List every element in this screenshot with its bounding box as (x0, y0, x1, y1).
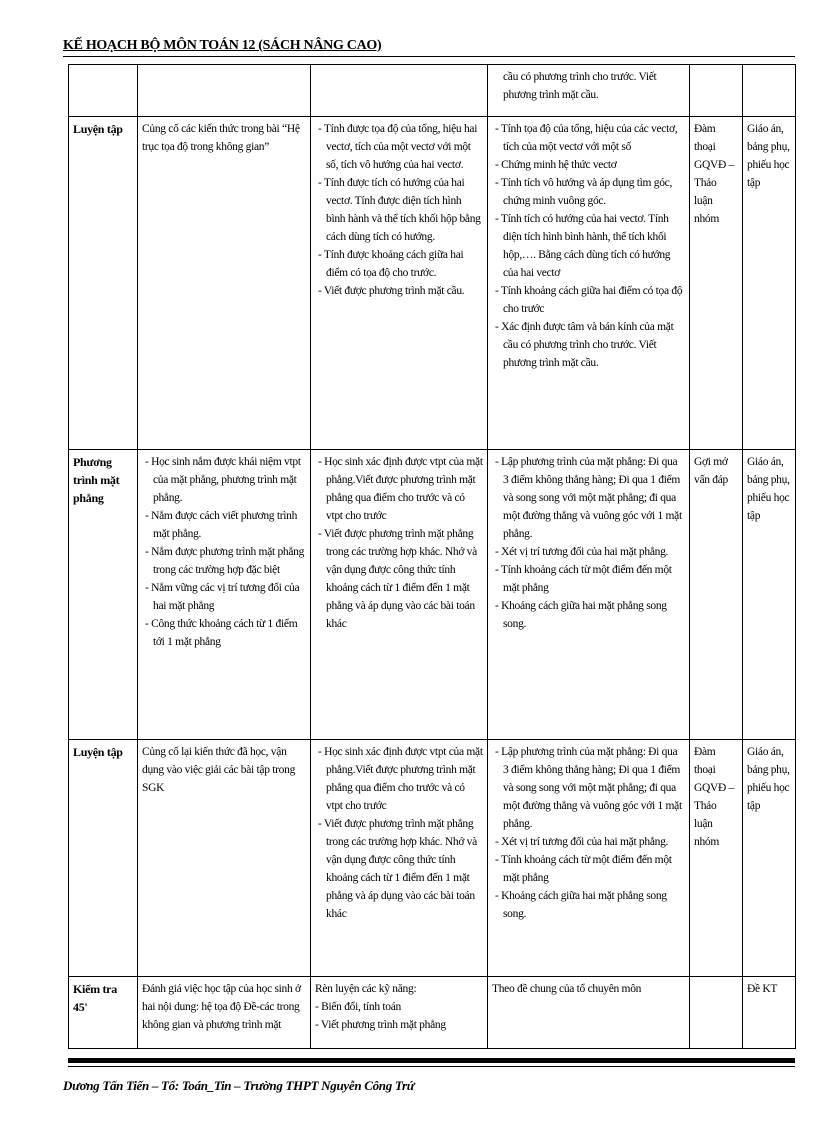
content-line: - Tính tích có hướng của hai vectơ. Tính diện tích hình bình hành, thể tích khối hộp,…. Bằng cách dùng tích có hướng của hai vectơ (495, 213, 671, 279)
content-line: - Xét vị trí tương đối của hai mặt phẳng. (495, 546, 669, 558)
skill-line: - Học sinh xác định được vtpt của mặt phẳng.Viết được phương trình mặt phẳng qua điểm cho trước và có vtpt cho trước (318, 456, 483, 522)
method-cell (690, 65, 743, 117)
skill-line: - Học sinh xác định được vtpt của mặt phẳng.Viết được phương trình mặt phẳng qua điểm cho trước và có vtpt cho trước (318, 746, 483, 812)
content-cell (488, 117, 690, 450)
table-row (69, 740, 796, 977)
skill-line: - Tính được khoảng cách giữa hai điểm có tọa độ cho trước. (318, 249, 464, 279)
objective-line: - Học sinh nắm được khái niệm vtpt của mặt phẳng, phương trình mặt phẳng. (145, 456, 301, 504)
content-cell (488, 740, 690, 977)
objective-line: - Nắm vững các vị trí tương đối của hai mặt phẳng (145, 582, 300, 612)
skill-line: - Biến đổi, tính toán (315, 1001, 402, 1013)
skills-cell (311, 65, 488, 117)
objective-cell: Củng cố các kiến thức trong bài “Hệ trục tọa độ trong không gian” (138, 117, 311, 450)
topic-cell: Luyện tập (69, 740, 138, 977)
objective-cell (138, 65, 311, 117)
content-line: - Tính tích vô hướng và áp dụng tìm góc, chứng minh vuông góc. (495, 177, 673, 207)
method-cell: Đàm thoại GQVĐ – Thảo luận nhóm (690, 740, 743, 977)
objective-line: - Công thức khoảng cách từ 1 điểm tới 1 mặt phẳng (145, 618, 298, 648)
header-rule (63, 56, 795, 57)
materials-cell: Giáo án, bảng phụ, phiếu học tập (743, 117, 796, 450)
skill-line: - Viết được phương trình mặt phẳng trong các trường hợp khác. Nhớ và vận dụng được công thức tính khoảng cách từ 1 điểm đến 1 mặt phẳng và áp dụng vào các bài toán khác (318, 818, 477, 920)
skill-line: - Viết phương trình mặt phẳng (315, 1019, 446, 1031)
content-line: - Lập phương trình của mặt phẳng: Đi qua 3 điểm không thẳng hàng; Đi qua 1 điểm và song song với một mặt phẳng; đi qua một đường thẳng và vuông góc với 1 mặt phẳng. (495, 456, 682, 540)
skills-cell (311, 977, 488, 1049)
skills-cell (311, 117, 488, 450)
content-line: cầu có phương trình cho trước. Viết phương trình mặt cầu. (503, 71, 657, 101)
topic-cell: Kiểm tra 45' (69, 977, 138, 1049)
content-cell (488, 450, 690, 740)
table-row (69, 450, 796, 740)
objective-cell: Củng cố lại kiến thức đã học, vận dụng vào việc giải các bài tập trong SGK (138, 740, 311, 977)
materials-cell: Đề KT (743, 977, 796, 1049)
materials-cell: Giáo án, bảng phụ, phiếu học tập (743, 740, 796, 977)
skill-line: - Viết được phương trình mặt cầu. (318, 285, 465, 297)
skill-line: - Viết được phương trình mặt phẳng trong các trường hợp khác. Nhớ và vận dụng được công thức tính khoảng cách từ 1 điểm đến 1 mặt phẳng và áp dụng vào các bài toán khác (318, 528, 477, 630)
content-line: - Tính khoảng cách từ một điểm đến một mặt phẳng (495, 564, 672, 594)
table-row (69, 65, 796, 117)
table-row (69, 977, 796, 1049)
content-cell (488, 65, 690, 117)
page-footer: Dương Tấn Tiến – Tổ: Toán_Tin – Trường THPT Nguyễn Công Trứ (63, 1078, 415, 1093)
content-line: - Khoảng cách giữa hai mặt phẳng song song. (495, 890, 667, 920)
skill-line: Rèn luyện các kỹ năng: (315, 983, 417, 995)
content-line: - Lập phương trình của mặt phẳng: Đi qua 3 điểm không thẳng hàng; Đi qua 1 điểm và song song với một mặt phẳng; đi qua một đường thẳng và vuông góc với 1 mặt phẳng. (495, 746, 682, 830)
materials-cell: Giáo án, bảng phụ, phiếu học tập (743, 450, 796, 740)
content-line: - Chứng minh hệ thức vectơ (495, 159, 617, 171)
materials-cell (743, 65, 796, 117)
content-cell (488, 977, 690, 1049)
objective-line: - Nắm được cách viết phương trình mặt phẳng. (145, 510, 298, 540)
table-row (69, 117, 796, 450)
skill-line: - Tính được tích có hướng của hai vectơ. Tính được diện tích hình bình hành và thể tích khối hộp bằng cách dùng tích có hướng. (318, 177, 481, 243)
skill-line: - Tính được tọa độ của tổng, hiệu hai vectơ, tích của một vectơ với một số, tích vô hướng của hai vectơ. (318, 123, 478, 171)
objective-cell: Đánh giá việc học tập của học sinh ở hai nội dung: hệ tọa độ Đề-các trong không gian và phương trình mặt (138, 977, 311, 1049)
topic-cell: Phương trình mặt phẳng (69, 450, 138, 740)
content-line: - Xác định được tâm và bán kính của mặt cầu có phương trình cho trước. Viết phương trình mặt cầu. (495, 321, 674, 369)
method-cell: Đàm thoại GQVĐ – Thảo luận nhóm (690, 117, 743, 450)
footer-rule-thick (68, 1058, 795, 1063)
content-line: - Tính khoảng cách từ một điểm đến một mặt phẳng (495, 854, 672, 884)
lesson-plan-table (68, 64, 796, 1049)
method-cell: Gợi mở vấn đáp (690, 450, 743, 740)
skills-cell (311, 740, 488, 977)
content-line: - Khoảng cách giữa hai mặt phẳng song song. (495, 600, 667, 630)
content-line: - Xét vị trí tương đối của hai mặt phẳng. (495, 836, 669, 848)
method-cell (690, 977, 743, 1049)
objective-line: - Nắm được phương trình mặt phẳng trong các trường hợp đặc biệt (145, 546, 305, 576)
page-header: KẾ HOẠCH BỘ MÔN TOÁN 12 (SÁCH NÂNG CAO) (63, 38, 382, 53)
topic-cell (69, 65, 138, 117)
skills-cell (311, 450, 488, 740)
objective-cell (138, 450, 311, 740)
footer-rule-thin (68, 1066, 795, 1067)
content-line: Theo đề chung của tổ chuyên môn (492, 983, 642, 995)
content-line: - Tính tọa độ của tổng, hiệu của các vectơ, tích của một vectơ với một số (495, 123, 678, 153)
topic-cell: Luyện tập (69, 117, 138, 450)
content-line: - Tính khoảng cách giữa hai điểm có tọa độ cho trước (495, 285, 683, 315)
